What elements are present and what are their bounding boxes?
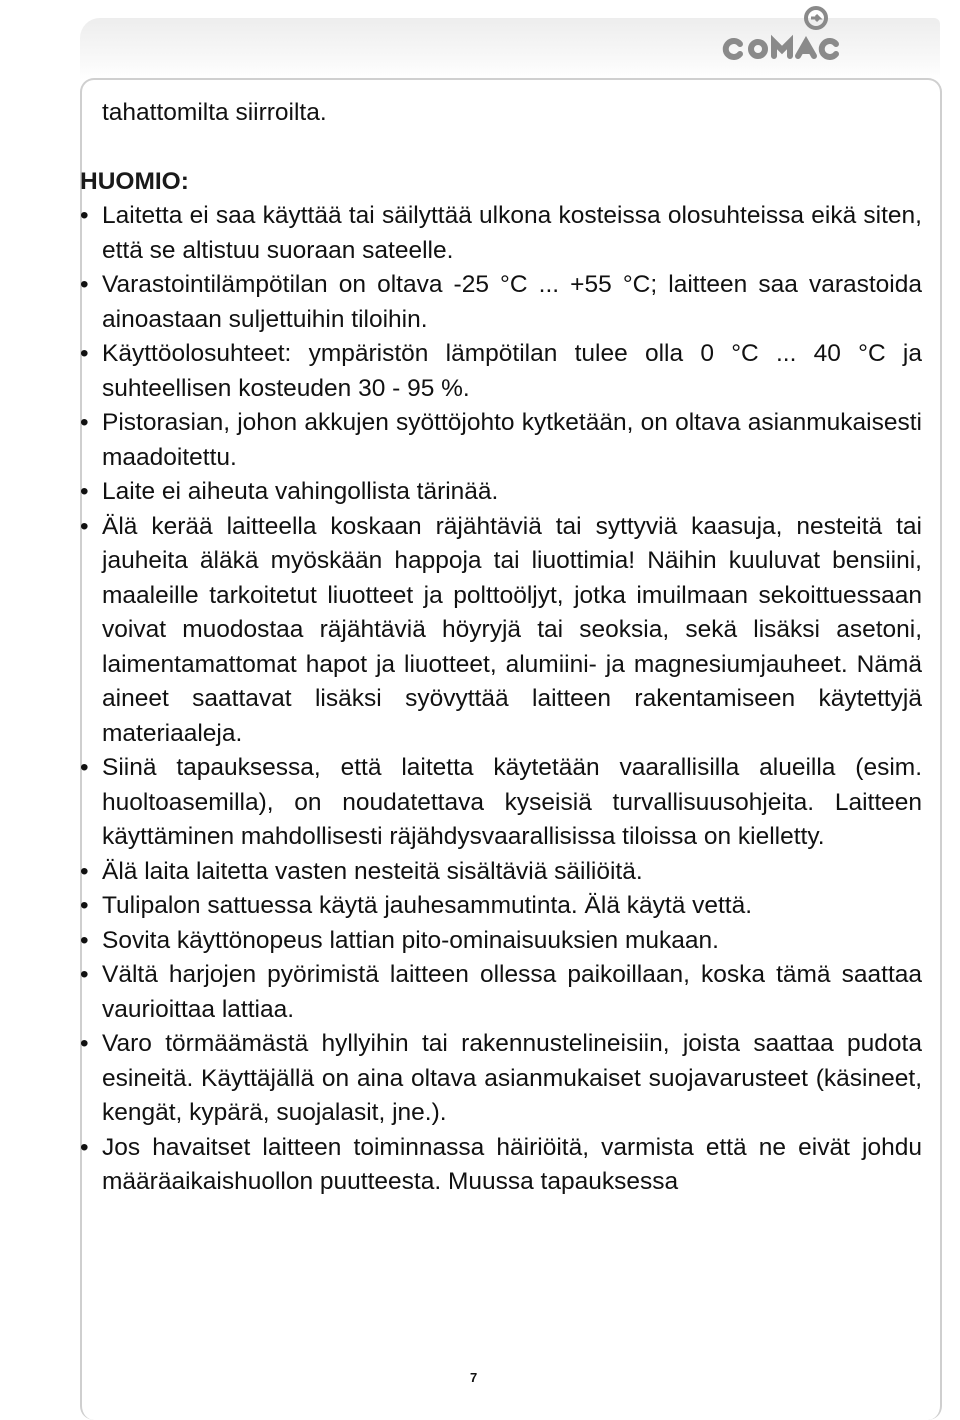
- list-item: • Varastointilämpötilan on oltava -25 °C ... +55 °C; laitteen saa varastoida ainoastaan suljettuihin tiloihin.: [80, 268, 922, 337]
- list-item: • Vältä harjojen pyörimistä laitteen ollessa paikoillaan, koska tämä saattaa vaurioittaa lattiaa.: [80, 958, 922, 1027]
- warning-list: [80, 199, 922, 1200]
- list-item: • Pistorasian, johon akkujen syöttöjohto kytketään, on oltava asianmukaisesti maadoitettu.: [80, 406, 922, 475]
- warning-heading: HUOMIO:: [80, 167, 189, 195]
- document-body: [80, 96, 922, 1200]
- list-item: • Sovita käyttönopeus lattian pito-ominaisuuksien mukaan.: [80, 924, 922, 959]
- list-item: • Käyttöolosuhteet: ympäristön lämpötilan tulee olla 0 °C ... 40 °C ja suhteellisen kosteuden 30 - 95 %.: [80, 337, 922, 406]
- list-item: • Varo törmäämästä hyllyihin tai rakennustelineisiin, joista saattaa pudota esineitä. Käyttäjällä on aina oltava asianmukaiset suojavarusteet (käsineet, kengät, kypärä, suojalasit, jne.).: [80, 1027, 922, 1131]
- list-item: • Laitetta ei saa käyttää tai säilyttää ulkona kosteissa olosuhteissa eikä siten, että se altistuu suoraan sateelle.: [80, 199, 922, 268]
- list-item: • Laite ei aiheuta vahingollista tärinää.: [80, 475, 922, 510]
- list-item: • Jos havaitset laitteen toiminnassa häiriöitä, varmista että ne eivät johdu määräaikaishuollon puutteesta. Muussa tapauksessa: [80, 1131, 922, 1200]
- list-item: • Älä kerää laitteella koskaan räjähtäviä tai syttyviä kaasuja, nesteitä tai jauheita äläkä myöskään happoja tai liuottimia! Näihin kuuluvat bensiini, maaleille tarkoitetut liuotteet ja polttoöljyt, jotka imuilmaan sekoittuessaan voivat muodostaa räjähtäviä höyryjä tai seoksia, sekä lisäksi asetoni, laimentamattomat hapot ja liuotteet, alumiini- ja magnesiumjauheet. Nämä aineet saattavat lisäksi syövyttää laitteen rakentamiseen käytettyjä materiaaleja.: [80, 510, 922, 752]
- list-item: • Siinä tapauksessa, että laitetta käytetään vaarallisilla alueilla (esim. huoltoasemilla), on noudatettava kyseisiä turvallisuusohjeita. Laitteen käyttäminen mahdollisesti räjähdysvaarallisissa tiloissa on kielletty.: [80, 751, 922, 855]
- continuation-line: tahattomilta siirroilta.: [102, 99, 327, 126]
- logo-wordmark: [726, 41, 836, 57]
- page-number: 7: [470, 1370, 478, 1385]
- list-item: • Älä laita laitetta vasten nesteitä sisältäviä säiliöitä.: [80, 855, 922, 890]
- comac-logo: [718, 4, 868, 66]
- list-item: • Tulipalon sattuessa käytä jauhesammutinta. Älä käytä vettä.: [80, 889, 922, 924]
